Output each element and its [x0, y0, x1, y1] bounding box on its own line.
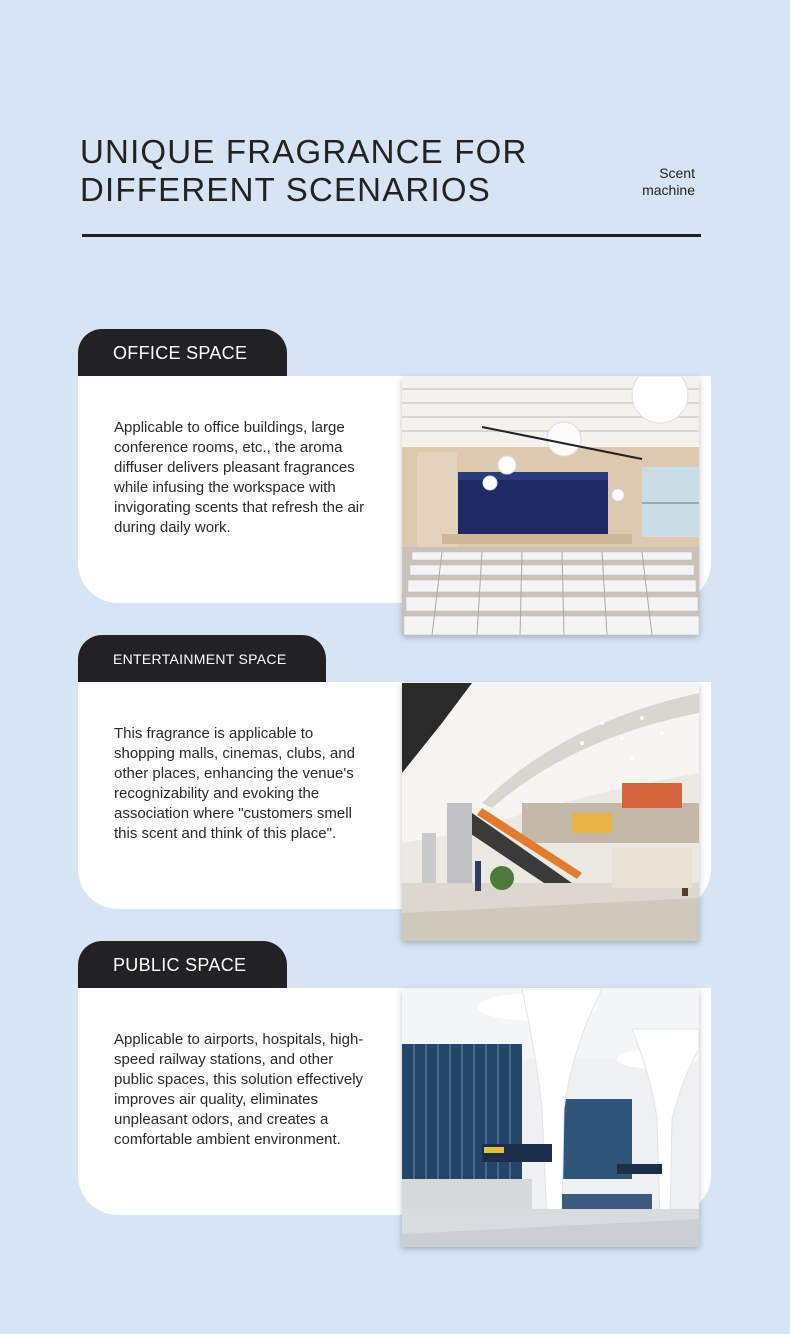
page-title: UNIQUE FRAGRANCE FOR DIFFERENT SCENARIOS: [80, 133, 528, 208]
section-tab: [78, 635, 326, 683]
section-description: This fragrance is applicable to shopping malls, cinemas, clubs, and other places, enhancing the venue's recognizability and evoking the association where "customers smell this scent and think of this place".: [114, 725, 355, 842]
section-label: ENTERTAINMENT SPACE: [113, 651, 287, 667]
auditorium-photo: [402, 377, 699, 635]
section-label: PUBLIC SPACE: [113, 954, 247, 975]
section-description: Applicable to airports, hospitals, high-speed railway stations, and other public spaces, this solution effectively improves air quality, eliminates unpleasant odors, and creates a comfortable ambient environment.: [114, 1031, 364, 1148]
public-space-section: [78, 941, 711, 1249]
shopping-mall-photo: [402, 683, 699, 941]
title-divider: [82, 234, 701, 237]
section-description: Applicable to office buildings, large conference rooms, etc., the aroma diffuser delivers pleasant fragrances while infusing the workspace with invigorating scents that refresh the air during daily work.: [114, 419, 365, 536]
section-label: OFFICE SPACE: [113, 342, 248, 363]
airport-terminal-photo: [402, 989, 699, 1247]
section-tab: [78, 941, 287, 989]
section-tab: [78, 329, 287, 377]
product-subtitle: Scent machine: [642, 165, 695, 198]
office-space-section: [78, 329, 711, 637]
entertainment-space-section: [78, 635, 711, 943]
